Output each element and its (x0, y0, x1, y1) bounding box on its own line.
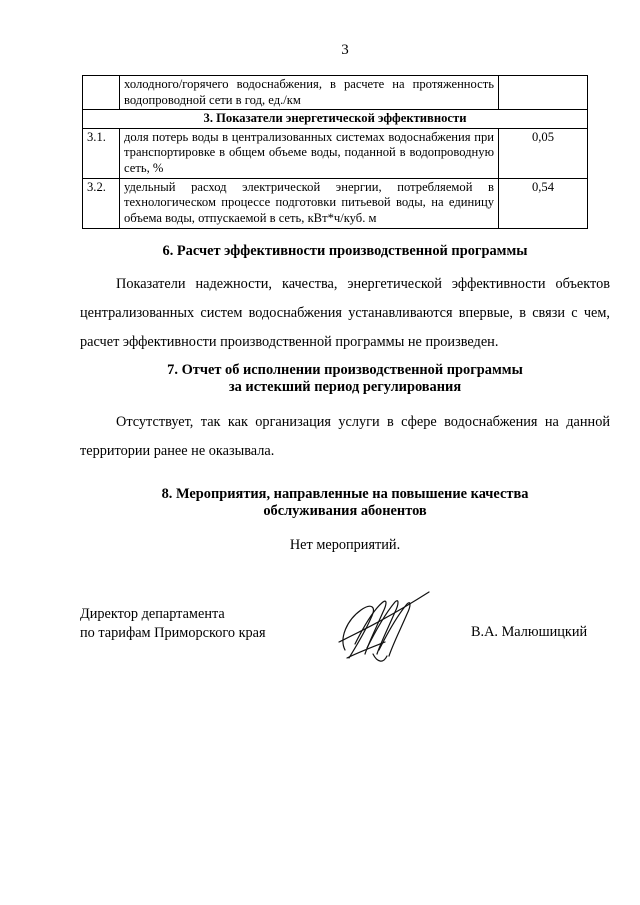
row-description-cell: доля потерь воды в централизованных системах водоснабжения при транспортировке в общем объеме воды, поданной в водопроводную сеть, % (120, 128, 499, 178)
indicators-table (82, 75, 588, 229)
table-row (83, 128, 588, 178)
section8-heading-line2: обслуживания абонентов (263, 503, 427, 519)
section6-text: Показатели надежности, качества, энергетической эффективности объектов централизованных систем водоснабжения устанавливаются впервые, в связи с чем, расчет эффективности производственной программы не произведен. (80, 276, 610, 350)
row-value-cell (499, 76, 588, 110)
row-description-cell: удельный расход электрической энергии, потребляемой в технологическом процессе подготовки питьевой воды, на единицу объема воды, отпускаемой в сеть, кВт*ч/куб. м (120, 178, 499, 228)
signatory-title (80, 605, 266, 643)
section7-heading-line1: 7. Отчет об исполнении производственной программы (167, 362, 523, 378)
signatory-name: В.А. Малюшицкий (471, 624, 588, 640)
section7-heading-line2: за истекший период регулирования (228, 379, 462, 395)
row-number-cell: 3.1. (83, 128, 120, 178)
section6-heading: 6. Расчет эффективности производственной программы (162, 243, 528, 259)
section7-heading (80, 362, 610, 396)
section7-text: Отсутствует, так как организация услуги в сфере водоснабжения на данной территории ранее не оказывала. (80, 414, 610, 459)
table-row (83, 76, 588, 110)
page-number: 3 (341, 42, 349, 58)
table-section-row (83, 110, 588, 129)
section8-heading-line1: 8. Мероприятия, направленные на повышение качества (161, 486, 529, 502)
section8-heading (80, 486, 610, 520)
row-number-cell (83, 76, 120, 110)
section-header-cell: 3. Показатели энергетической эффективности (83, 110, 588, 129)
table-row (83, 178, 588, 228)
handwritten-signature (325, 588, 445, 668)
row-number-cell: 3.2. (83, 178, 120, 228)
signatory-title-line2: по тарифам Приморского края (80, 625, 266, 641)
row-value-cell: 0,05 (499, 128, 588, 178)
signatory-title-line1: Директор департамента (80, 606, 225, 622)
row-description-cell: холодного/горячего водоснабжения, в расчете на протяженность водопроводной сети в год, ед./км (120, 76, 499, 110)
row-value-cell: 0,54 (499, 178, 588, 228)
section8-text: Нет мероприятий. (289, 537, 401, 553)
